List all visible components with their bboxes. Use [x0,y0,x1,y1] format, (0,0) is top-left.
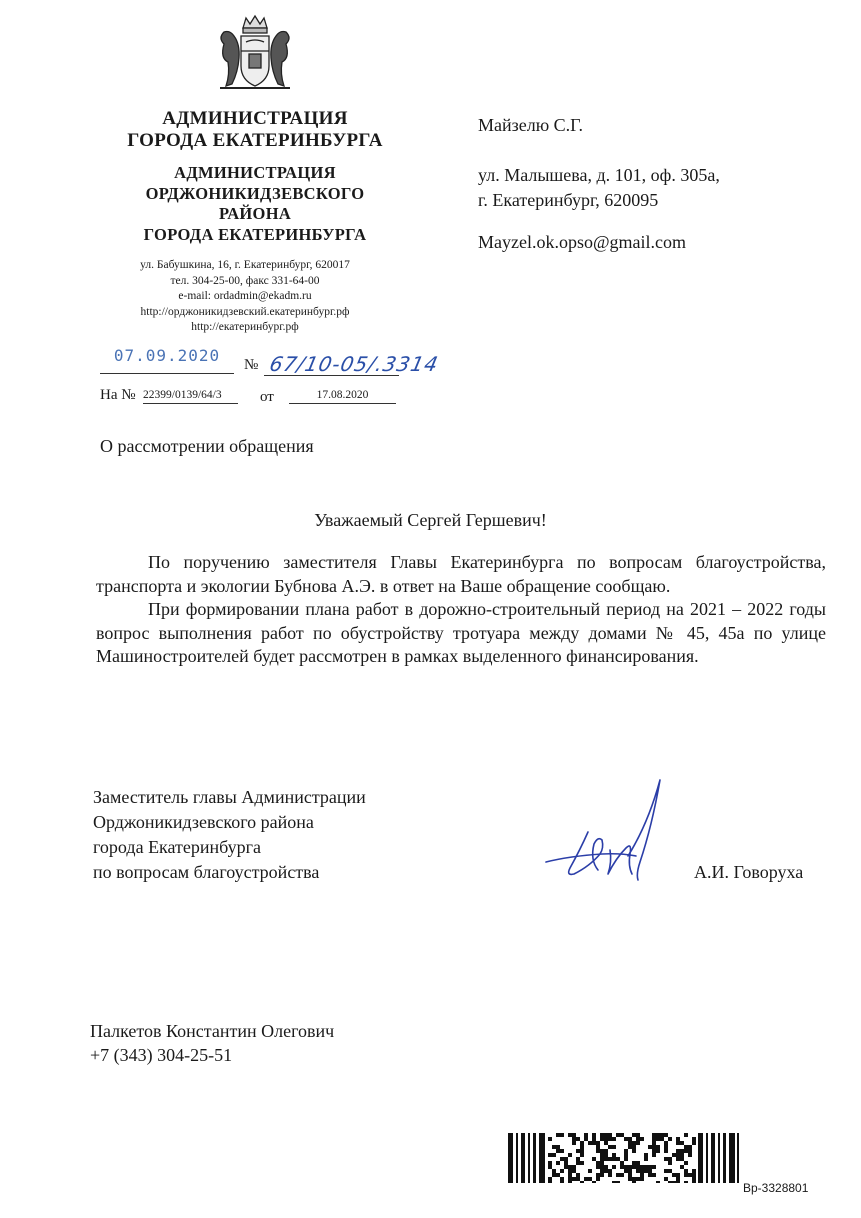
executor-name: Палкетов Константин Олегович [90,1021,335,1041]
organization-title [80,108,430,152]
signatory-position [93,785,366,885]
registration-number-underline [264,375,399,376]
organization-website: http://орджоникидзевский.екатеринбург.рф [140,305,350,318]
letter-subject: О рассмотрении обращения [100,436,314,456]
in-reply-date: 17.08.2020 [289,389,396,404]
document-barcode [508,1133,741,1183]
executor-info [90,1019,334,1067]
organization-title-line: АДМИНИСТРАЦИЯ [162,108,348,129]
signatory-position-line: Заместитель главы Администрации [93,787,366,807]
in-reply-label: На № [100,387,136,403]
recipient-address-line: г. Екатеринбург, 620095 [478,190,659,210]
organization-phone: тел. 304-25-00, факс 331-64-00 [170,274,320,287]
organization-address: ул. Бабушкина, 16, г. Екатеринбург, 620017 [140,259,350,271]
in-reply-number: 22399/0139/64/3 [143,389,238,404]
recipient-name: Майзелю С.Г. [478,115,584,135]
district-title-line: ГОРОДА ЕКАТЕРИНБУРГА [143,224,367,244]
registration-number-handwritten: 67/10-05/.3314 [267,352,441,376]
registration-date-stamp: 07.09.2020 [113,346,221,365]
coat-of-arms-emblem [210,14,300,94]
district-title-line: АДМИНИСТРАЦИЯ [174,163,336,182]
salutation: Уважаемый Сергей Гершевич! [314,510,547,530]
signatory-name: А.И. Говоруха [694,862,804,882]
recipient-address [478,163,720,213]
registration-date-underline [100,373,234,374]
signatory-position-line: по вопросам благоустройства [93,862,320,882]
number-sign: № [244,357,259,373]
district-title-line: ОРДЖОНИКИДЗЕВСКОГО [145,183,365,203]
body-paragraph: По поручению заместителя Главы Екатеринбурга по вопросам благоустройства, транспорта и экологии Бубнова А.Э. в ответ на Ваше обращение сообщаю. [96,552,826,596]
organization-contacts [90,258,400,336]
district-administration-title [80,163,430,245]
recipient-email: Mayzel.ok.opso@gmail.com [478,232,687,252]
signatory-position-line: Орджоникидзевского района [93,812,314,832]
organization-title-line: ГОРОДА ЕКАТЕРИНБУРГА [127,130,383,151]
document-code: Вр-3328801 [743,1181,809,1195]
organization-website: http://екатеринбург.рф [191,321,299,333]
body-paragraph: При формировании плана работ в дорожно-строительный период на 2021 – 2022 годы вопрос выполнения работ по обустройству тротуара между домами № 45, 45а по улице Машиностроителей будет рассмотрен в рамках выделенного финансирования. [96,599,826,666]
from-label: от [260,389,274,405]
signatory-position-line: города Екатеринбурга [93,837,262,857]
organization-email: e-mail: ordadmin@ekadm.ru [178,290,312,302]
letter-body [96,551,826,669]
recipient-address-line: ул. Малышева, д. 101, оф. 305а, [478,165,720,185]
handwritten-signature [540,770,700,900]
district-title-line: РАЙОНА [218,204,292,223]
executor-phone: +7 (343) 304-25-51 [90,1045,233,1065]
